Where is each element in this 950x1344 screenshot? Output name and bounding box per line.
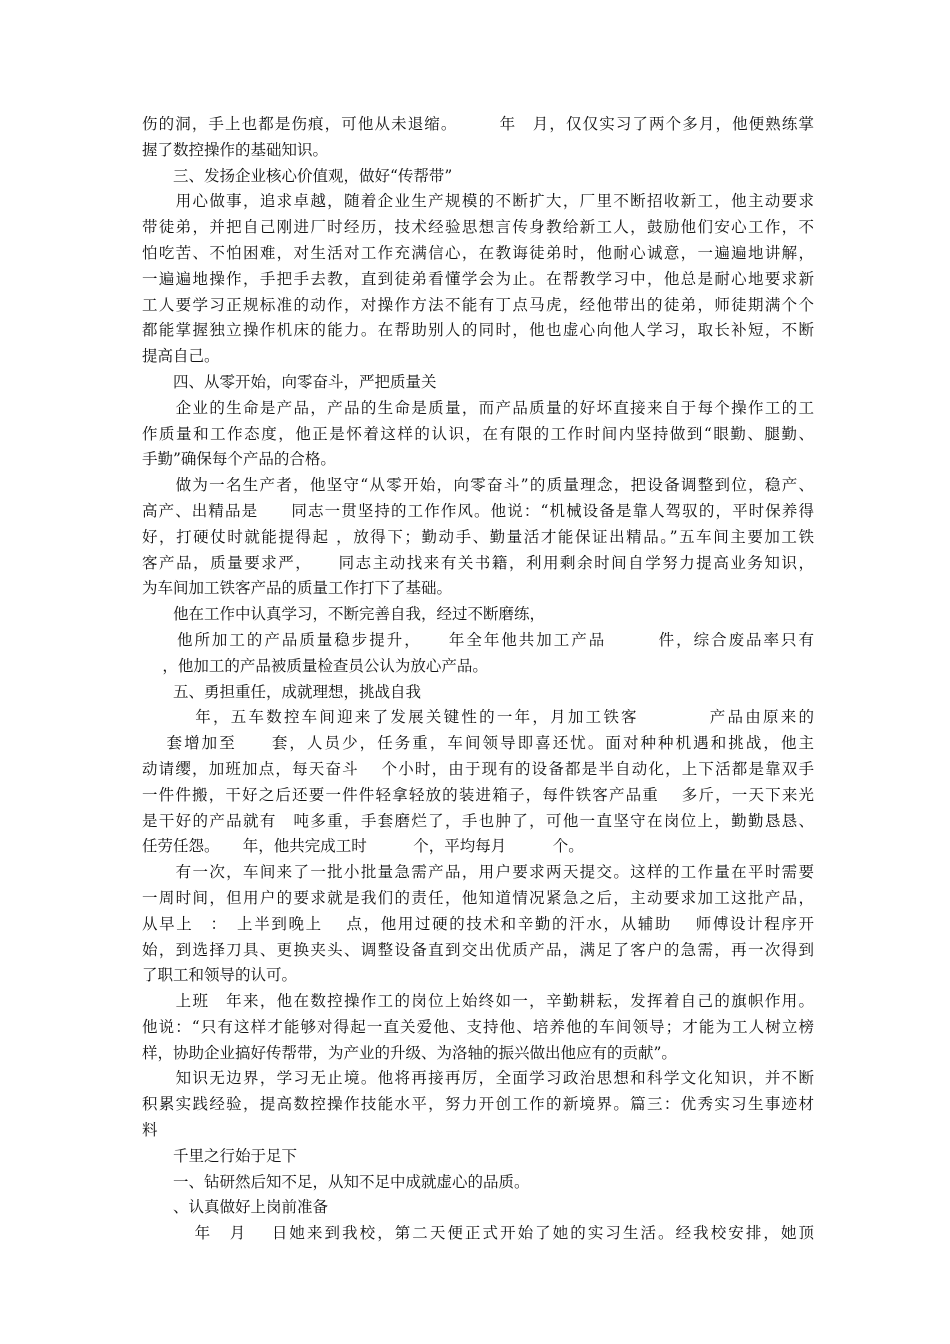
text-line: 年 月 日她来到我校，第二天便正式开始了她的实习生活。经我校安排，她顶 — [142, 1224, 814, 1243]
text-line: 五、勇担重任，成就理想，挑战自我 — [142, 682, 422, 701]
text-line: 料 — [142, 1121, 158, 1140]
text-line: 手勤”确保每个产品的合格。 — [142, 450, 336, 469]
text-line: 积累实践经验，提高数控操作技能水平，努力开创工作的新境界。篇三：优秀实习生事迹材 — [142, 1095, 814, 1114]
text-line: 怕吃苦、不怕困难，对生活对工作充满信心，在教诲徒弟时，他耐心诚意，一遍遍地讲解， — [142, 243, 814, 262]
text-line: 一、钻研然后知不足，从知不足中成就虚心的品质。 — [142, 1172, 530, 1191]
text-line: 了职工和领导的认可。 — [142, 966, 298, 985]
text-line: 上班 年来，他在数控操作工的岗位上始终如一，辛勤耕耘，发挥着自己的旗帜作用。 — [142, 992, 814, 1011]
text-line: 握了数控操作的基础知识。 — [142, 140, 329, 159]
text-line: 一遍遍地操作，手把手去教，直到徒弟看懂学会为止。在帮教学习中，他总是耐心地要求新 — [142, 269, 814, 288]
text-line: 四、从零开始，向零奋斗，严把质量关 — [142, 372, 437, 391]
text-line: 千里之行始于足下 — [142, 1146, 298, 1165]
text-line: 从早上 ： 上半到晚上 点，他用过硬的技术和辛勤的汗水，从辅助 师傅设计程序开 — [142, 914, 814, 933]
text-line: 提高自己。 — [142, 347, 220, 366]
text-line: 年，五车数控车间迎来了发展关键性的一年，月加工铁客 产品由原来的 — [142, 708, 814, 727]
text-line: 用心做事，追求卓越，随着企业生产规模的不断扩大，厂里不断招收新工，他主动要求 — [142, 192, 814, 211]
text-line: 都能掌握独立操作机床的能力。在帮助别人的同时，他也虚心向他人学习，取长补短，不断 — [142, 321, 814, 340]
text-line: 企业的生命是产品，产品的生命是质量，而产品质量的好坏直接来自于每个操作工的工 — [142, 398, 814, 417]
text-line: 高产、出精品是 同志一贯坚持的工作作风。他说：“机械设备是靠人驾驭的，平时保养得 — [142, 501, 814, 520]
text-line: 一件件搬，干好之后还要一件件轻拿轻放的装进箱子，每件铁客产品重 多斤，一天下来光 — [142, 785, 814, 804]
text-line: 伤的洞，手上也都是伤痕，可他从未退缩。 年 月，仅仅实习了两个多月，他便熟练掌 — [142, 115, 814, 133]
document-page — [142, 112, 814, 1247]
text-line: 、认真做好上岗前准备 — [142, 1198, 329, 1217]
text-line: 客产品，质量要求严， 同志主动找来有关书籍，利用剩余时间自学努力提高业务知识， — [142, 553, 814, 572]
text-line: 任劳任怨。 年，他共完成工时 个，平均每月 个。 — [142, 837, 584, 856]
text-line: 一周时间，但用户的要求就是我们的责任，他知道情况紧急之后，主动要求加工这批产品， — [142, 888, 814, 907]
text-line: 做为一名生产者，他坚守“从零开始，向零奋斗”的质量理念，把设备调整到位，稳产、 — [142, 476, 814, 495]
text-line: 有一次，车间来了一批小批量急需产品，用户要求两天提交。这样的工作量在平时需要 — [142, 863, 814, 882]
text-line: 知识无边界，学习无止境。他将再接再厉，全面学习政治思想和科学文化知识，并不断 — [142, 1069, 814, 1088]
text-line: 工人要学习正规标准的动作，对操作方法不能有丁点马虎，经他带出的徒弟，师徒期满个个 — [142, 295, 814, 314]
text-line: 带徒弟，并把自己刚进厂时经历，技术经验思想言传身教给新工人，鼓励他们安心工作，不 — [142, 218, 814, 237]
text-line: 样，协助企业搞好传帮带，为产业的升级、为洛轴的振兴做出他应有的贡献”。 — [142, 1043, 677, 1062]
text-line: 他所加工的产品质量稳步提升， 年全年他共加工产品 件，综合废品率只有 — [142, 630, 814, 649]
text-line: 三、发扬企业核心价值观，做好“传帮带” — [142, 166, 453, 185]
text-line: 动请缨，加班加点，每天奋斗 个小时，由于现有的设备都是半自动化，上下活都是靠双手 — [142, 759, 814, 778]
text-line: 始，到选择刀具、更换夹头、调整设备直到交出优质产品，满足了客户的急需，再一次得到 — [142, 940, 814, 959]
text-line: 套增加至 套，人员少，任务重，车间领导即喜还忧。面对种种机遇和挑战，他主 — [142, 734, 814, 753]
text-line: 为车间加工铁客产品的质量工作打下了基础。 — [142, 579, 453, 598]
text-line: 他说：“只有这样才能够对得起一直关爱他、支持他、培养他的车间领导；才能为工人树立榜 — [142, 1017, 814, 1036]
text-line: ，他加工的产品被质量检查员公认为放心产品。 — [142, 656, 488, 675]
text-line: 作质量和工作态度，他正是怀着这样的认识，在有限的工作时间内坚持做到“眼勤、腿勤、 — [142, 424, 814, 443]
text-line: 是干好的产品就有 吨多重，手套磨烂了，手也肿了，可他一直坚守在岗位上，勤勤恳恳、 — [142, 811, 814, 830]
text-line: 好，打硬仗时就能提得起 ，放得下；勤动手、勤量活才能保证出精品。”五车间主要加工铁 — [142, 527, 814, 546]
text-line: 他在工作中认真学习，不断完善自我，经过不断磨练， — [142, 605, 546, 624]
